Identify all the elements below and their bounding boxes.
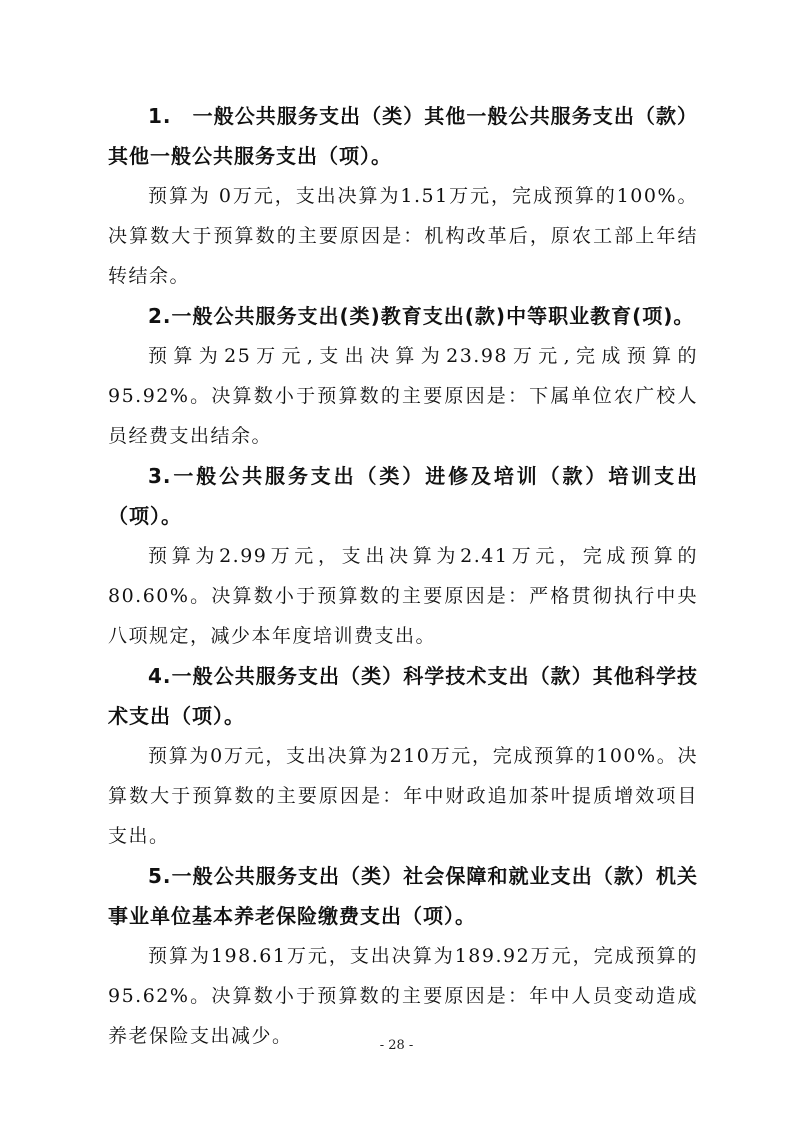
section-4 (108, 656, 698, 856)
section-body: 预算为0万元，支出决算为210万元，完成预算的100%。决算数大于预算数的主要原因是：年中财政追加茶叶提质增效项目支出。 (108, 745, 698, 847)
section-heading: 5.一般公共服务支出（类）社会保障和就业支出（款）机关事业单位基本养老保险缴费支出（项）。 (108, 864, 698, 928)
section-body: 预算为 0万元，支出决算为1.51万元，完成预算的100%。决算数大于预算数的主要原因是：机构改革后，原农工部上年结转结余。 (108, 185, 698, 287)
section-2 (108, 296, 698, 456)
section-heading: 4.一般公共服务支出（类）科学技术支出（款）其他科学技术支出（项）。 (108, 664, 698, 728)
section-heading: 3.一般公共服务支出（类）进修及培训（款）培训支出（项）。 (108, 464, 698, 528)
section-heading: 1. 一般公共服务支出（类）其他一般公共服务支出（款）其他一般公共服务支出（项）。 (108, 104, 698, 168)
section-body: 预算为2.99万元，支出决算为2.41万元，完成预算的80.60%。决算数小于预算数的主要原因是：严格贯彻执行中央八项规定，减少本年度培训费支出。 (108, 545, 698, 647)
document-page (108, 96, 698, 1056)
section-5 (108, 856, 698, 1056)
page-number: - 28 - (379, 1038, 414, 1053)
section-body: 预算为198.61万元，支出决算为189.92万元，完成预算的95.62%。决算数小于预算数的主要原因是：年中人员变动造成养老保险支出减少。 (108, 945, 698, 1047)
section-heading: 2.一般公共服务支出(类)教育支出(款)中等职业教育(项)。 (148, 304, 695, 328)
section-1 (108, 96, 698, 296)
section-body: 预算为25万元,支出决算为23.98万元,完成预算的95.92%。决算数小于预算数的主要原因是：下属单位农广校人员经费支出结余。 (108, 345, 698, 447)
section-3 (108, 456, 698, 656)
